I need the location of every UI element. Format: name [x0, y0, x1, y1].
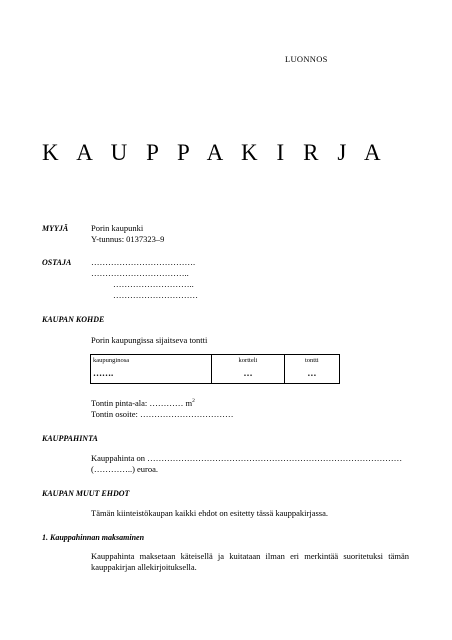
subject-intro: Porin kaupungissa sijaitseva tontti: [91, 335, 208, 345]
seller-name: Porin kaupunki: [91, 223, 144, 233]
seller-business-id: Y-tunnus: 0137323–9: [91, 234, 165, 244]
plot-table: [90, 354, 340, 384]
plot-area-unit-sup: 2: [192, 398, 195, 404]
buyer-label: OSTAJA: [42, 258, 72, 267]
payment-heading: 1. Kauppahinnan maksaminen: [42, 533, 145, 542]
plot-area: [91, 398, 195, 409]
table-value-district: …….: [91, 366, 212, 384]
table-header-plot: tontti: [284, 355, 339, 367]
buyer-line: ………………………..: [113, 279, 194, 289]
buyer-line: ……………………………..: [91, 268, 189, 278]
price-label: KAUPPAHINTA: [42, 434, 98, 443]
table-value-plot: …: [284, 366, 339, 384]
payment-text: Kauppahinta maksetaan käteisellä ja kuitataan ilman eri merkintää suoritetuksi tämän kauppakirjan allekirjoituksella.: [91, 551, 409, 573]
seller-label: MYYJÄ: [42, 224, 69, 233]
other-terms-text: Tämän kiinteistökaupan kaikki ehdot on esitetty tässä kauppakirjassa.: [91, 508, 328, 518]
document-title: K A U P P A K I R J A: [42, 140, 388, 165]
plot-area-text: Tontin pinta-ala: ………… m: [91, 398, 193, 408]
table-header-block: kortteli: [212, 355, 285, 367]
price-line: (…………..) euroa.: [91, 464, 159, 474]
price-line: Kauppahinta on ………………………………………………………………………………: [91, 453, 403, 463]
draft-status: LUONNOS: [285, 54, 328, 64]
buyer-line: …………………………: [113, 290, 198, 300]
table-value-block: …: [212, 366, 285, 384]
buyer-line: ……………………………….: [91, 257, 196, 267]
table-header-district: kaupunginosa: [91, 355, 212, 367]
plot-address: Tontin osoite: ……………………………: [91, 409, 234, 419]
other-terms-label: KAUPAN MUUT EHDOT: [42, 489, 130, 498]
subject-label: KAUPAN KOHDE: [42, 315, 105, 324]
